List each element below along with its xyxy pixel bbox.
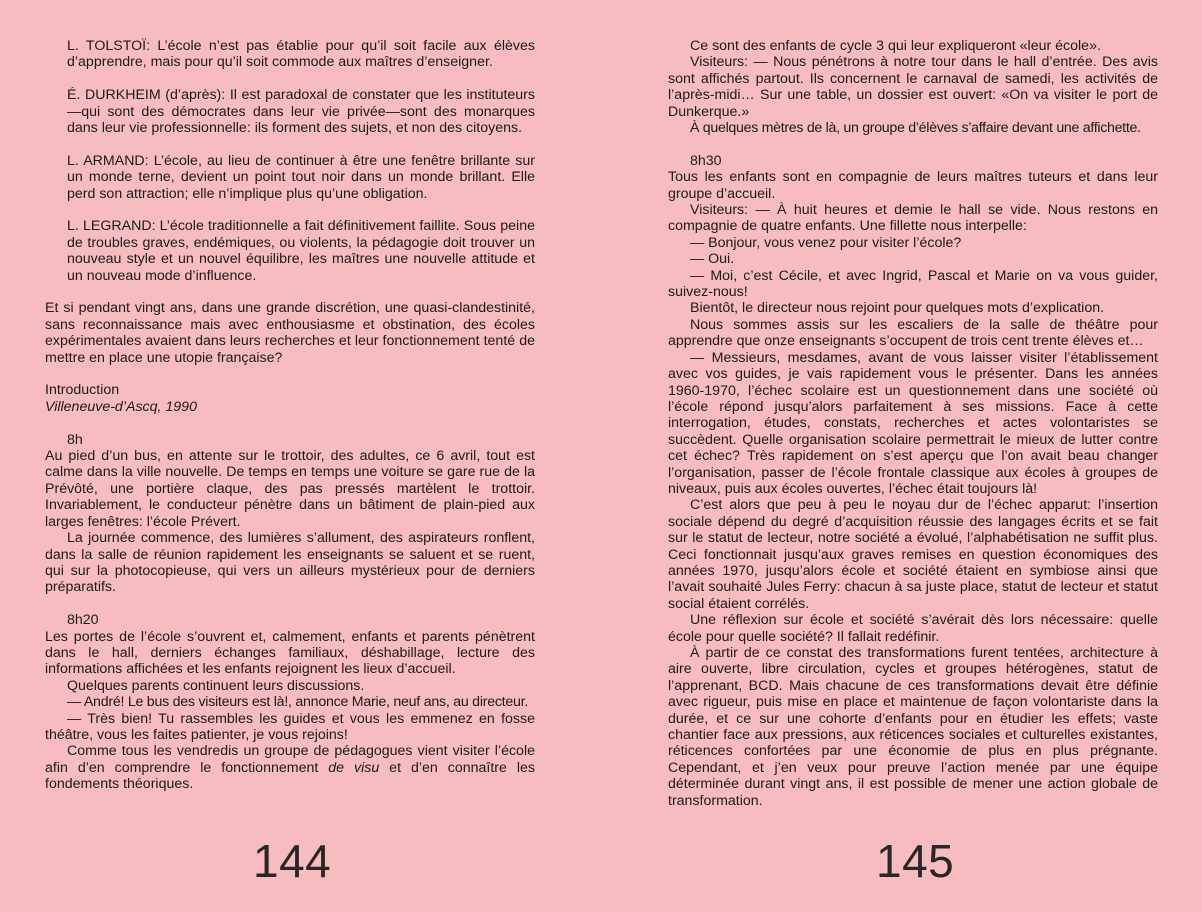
time-heading-8h30: 8h30 (690, 152, 722, 169)
paragraph: Bientôt, le directeur nous rejoint pour quelques mots d’explication. (690, 300, 1105, 317)
paragraph: À quelques mètres de là, un groupe d’élèves s’affaire devant une affichette. (690, 120, 1141, 137)
paragraph-italic: de visu (328, 759, 380, 776)
paragraph: Nous sommes assis sur les escaliers de la salle de théâtre pour apprendre que onze enseignants s’occupent de trois cent trente élèves et… (668, 316, 1158, 350)
time-heading-8h: 8h (67, 431, 83, 448)
paragraph: À partir de ce constat des transformations furent tentées, architecture à aire ouverte, libre circulation, cycles et groupes hétérogènes, statut de l’apprenant, BCD. Mais chacune de ces transformations devait être définie avec rigueur, puis mise en place et maintenue de façon volontariste dans la durée, et ce sur une cohorte d’enfants pour en étudier les effets; vaste chantier face aux pressions, aux réticences sociales et culturelles existantes, réticences confortées par une économie de plus en plus prégnante. Cependant, et j’en veux pour preuve l’action menée par une équipe déterminée durant vingt ans, il est possible de mener une action globale de transformation. (668, 645, 1158, 809)
quote-tolstoi: L. TOLSTOÏ: L’école n’est pas établie pour qu’il soit facile aux élèves d’apprendre, mais pour qu’il soit commode aux maîtres d’enseigner. (67, 38, 535, 71)
page-number-left: 144 (253, 835, 332, 887)
paragraph: Tous les enfants sont en compagnie de leurs maîtres tuteurs et dans leur groupe d’accueil. (668, 169, 1158, 202)
dialogue-line: — André! Le bus des visiteurs est là!, annonce Marie, neuf ans, au directeur. (67, 694, 529, 711)
dialogue-line: — Très bien! Tu rassembles les guides et vous les emmenez en fosse théâtre, vous les faites patienter, je vous rejoins! (45, 710, 535, 743)
dialogue-line: — Messieurs, mesdames, avant de vous laisser visiter l’établissement avec vos guides, je vais rapidement vous le présenter. Dans les années 1960-1970, l’échec scolaire est un questionnement dans une société où l’école répond jusqu’alors parfaitement à ses missions. Face à cette interrogation, études, constats, recherches et actes volontaristes se succèdent. Quelle organisation scolaire permettrait le mieux de lutter contre cet échec? Très rapidement on s’est aperçu que l’on avait beau changer l’organisation, passer de l’école frontale classique aux écoles à groupes de niveaux, puis aux écoles ouvertes, l’échec était toujours là! (668, 349, 1158, 497)
paragraph-part: et d’en connaître les fondements théoriques. (45, 759, 535, 793)
right-page (668, 38, 1158, 809)
quote-armand: L. ARMAND: L’école, au lieu de continuer à être une fenêtre brillante sur un monde terne, devient un point tout noir dans un monde brillant. Elle perd son attraction; elle n’implique plus qu’une obligation. (67, 152, 535, 202)
paragraph: Visiteurs: — À huit heures et demie le hall se vide. Nous restons en compagnie de quatre enfants. Une fillette nous interpelle: (668, 202, 1158, 235)
paragraph (45, 743, 535, 792)
paragraph: La journée commence, des lumières s’allument, des aspirateurs ronflent, dans la salle de réunion rapidement les enseignants se saluent et se ruent, qui sur la photocopieuse, qui vers un ailleurs mystérieux pour de derniers préparatifs. (45, 530, 535, 596)
dialogue-line: — Oui. (690, 251, 735, 268)
paragraph-part: Comme tous les vendredis un groupe de pédagogues vient visiter l’école afin d’en comprendre le fonctionnement (45, 743, 535, 776)
left-page (45, 38, 535, 793)
paragraph: Ce sont des enfants de cycle 3 qui leur expliqueront «leur école». (690, 38, 1101, 54)
paragraph: Au pied d’un bus, en attente sur le trottoir, des adultes, ce 6 avril, tout est calme dans la ville nouvelle. De temps en temps une voiture se gare rue de la Prévôté, une portière claque, des pas pressés martèlent le trottoir. Invariablement, le conducteur pénètre dans un bâtiment de plain-pied aux larges fenêtres: l’école Prévert. (45, 448, 535, 530)
paragraph: Les portes de l’école s’ouvrent et, calmement, enfants et parents pénètrent dans le hall, derniers échanges familiaux, déshabillage, lecture des informations affichées et les enfants rejoignent les lieux d’accueil. (45, 628, 535, 678)
section-title: Introduction (45, 382, 120, 399)
time-heading-8h20: 8h20 (67, 612, 99, 629)
section-place-date: Villeneuve-d’Ascq, 1990 (45, 398, 197, 415)
dialogue-line: — Moi, c’est Cécile, et avec Ingrid, Pascal et Marie on va vous guider, suivez-nous! (668, 267, 1158, 301)
page-number-right: 145 (876, 835, 955, 887)
paragraph: Quelques parents continuent leurs discussions. (67, 677, 365, 694)
paragraph: Une réflexion sur école et société s’avérait dès lors nécessaire: quelle école pour quelle société? Il fallait redéfinir. (668, 612, 1158, 645)
quote-legrand: L. LEGRAND: L’école traditionnelle a fait définitivement faillite. Sous peine de troubles graves, endémiques, ou violents, la pédagogie doit trouver un nouveau style et un nouvel équilibre, les maîtres une nouvelle attitude et un nouveau mode d’influence. (67, 218, 535, 284)
intro-paragraph: Et si pendant vingt ans, dans une grande discrétion, une quasi-clandestinité, sans reconnaissance mais avec enthousiasme et obstination, des écoles expérimentales avaient dans leurs recherches et leur fonctionnement tenté de mettre en place une utopie française? (45, 300, 535, 366)
quote-durkheim: É. DURKHEIM (d’après): Il est paradoxal de constater que les instituteurs—qui sont des démocrates dans leur vie privée—sont des monarques dans leur vie professionnelle: ils forment des sujets, et non des citoyens. (67, 87, 535, 137)
dialogue-line: — Bonjour, vous venez pour visiter l’école? (690, 234, 962, 251)
paragraph: Visiteurs: — Nous pénétrons à notre tour dans le hall d’entrée. Des avis sont affichés partout. Ils concernent le carnaval de samedi, les activités de l’après-midi… Sur une table, un dossier est ouvert: «On va visiter le port de Dunkerque.» (668, 54, 1158, 120)
paragraph: C’est alors que peu à peu le noyau dur de l’échec apparut: l’insertion sociale dépend du degré d’acquisition réussie des langages écrits et se fait sur le statut de lecteur, notre société a évolué, l’alphabétisation ne suffit plus. Ceci fonctionnait jusqu’aux graves remises en question économiques des années 1970, jusqu’alors école et société étaient en symbiose ainsi que l’avait souhaité Jules Ferry: chacun à sa juste place, statut de lecteur et statut social étaient corrélés. (668, 497, 1158, 612)
